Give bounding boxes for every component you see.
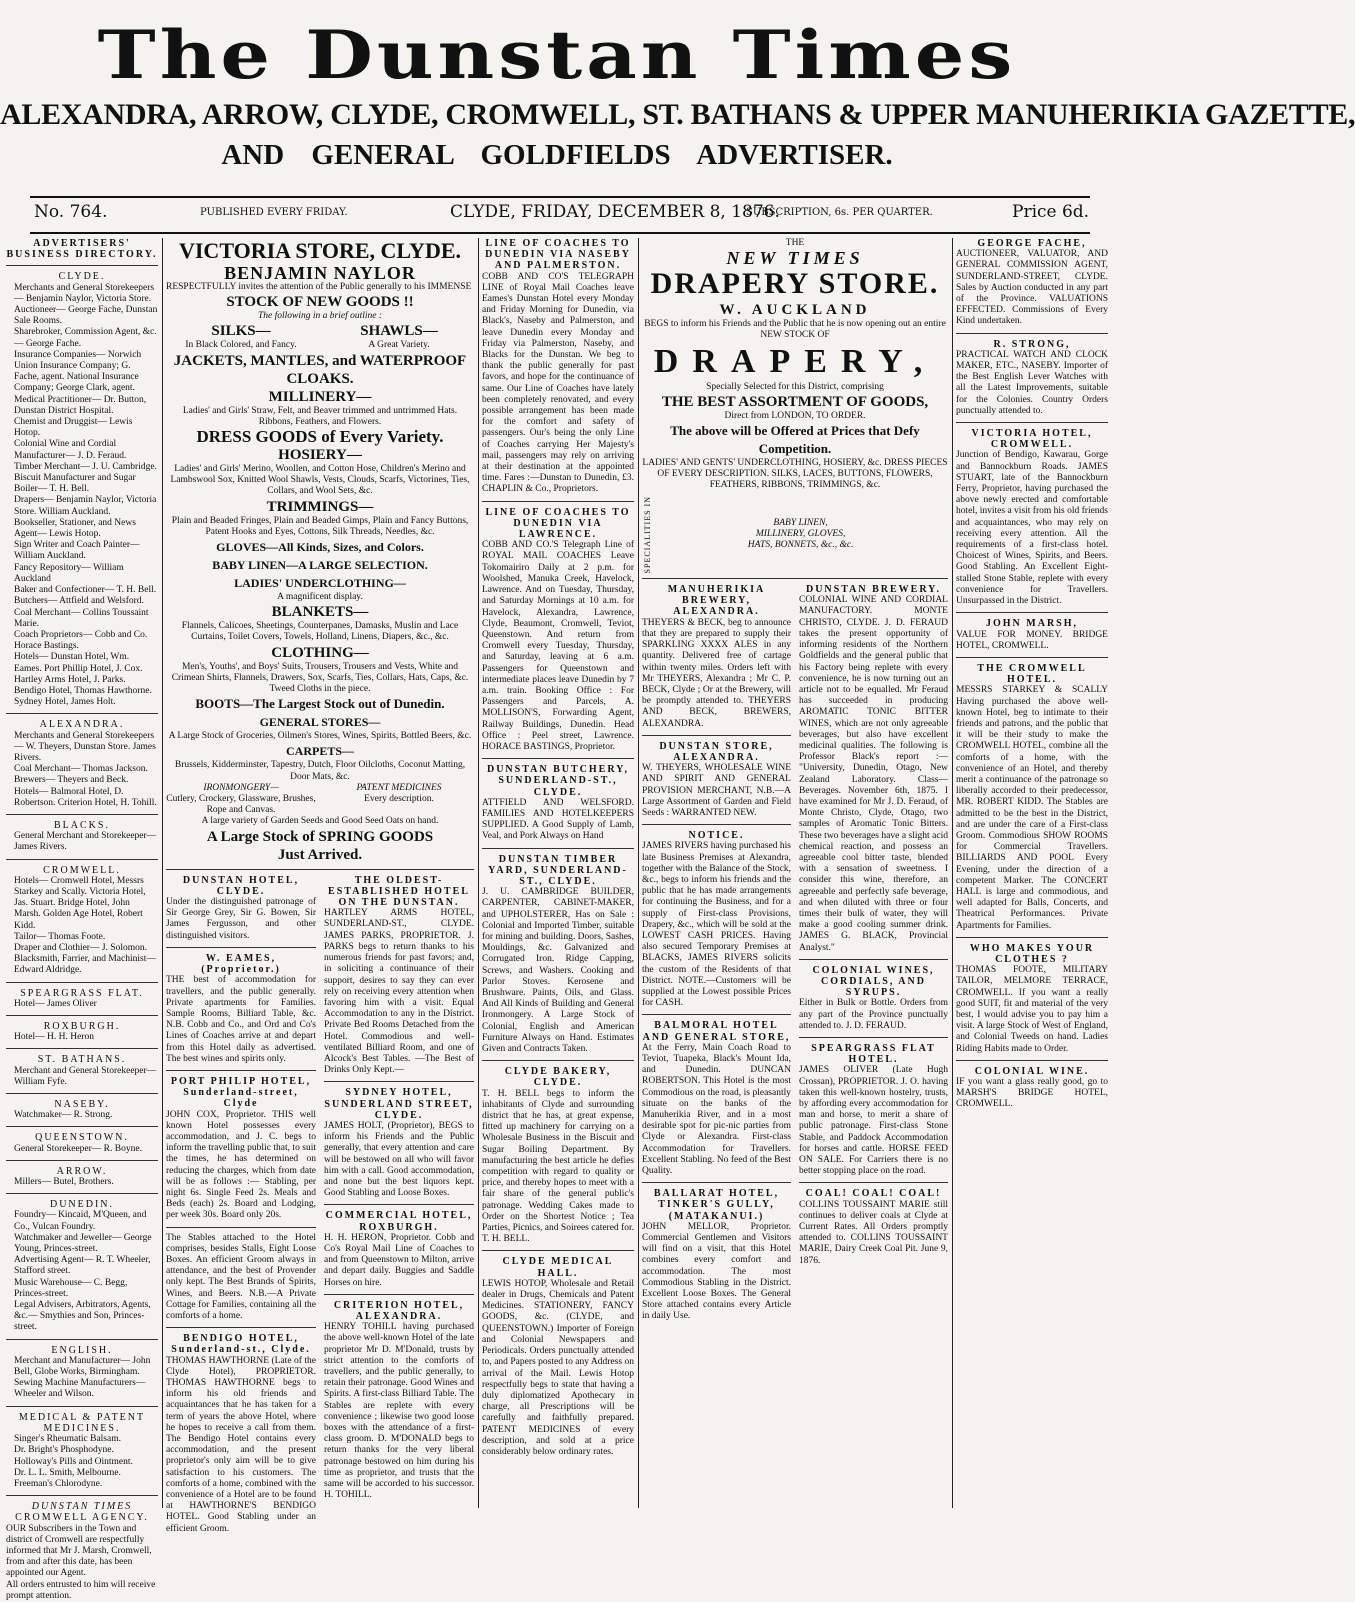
auckland-name: W. AUCKLAND — [719, 302, 871, 319]
advertisement-body: AUCTIONEER, VALUATOR, AND GENERAL COMMISSION AGENT, SUNDERLAND-STREET, CLYDE. Sales by Auction conducted in any part of the Province. VALUATIONS EFFECTED. Commissions of Every Kind undertaken. — [956, 249, 1108, 327]
advertisement-heading: LINE OF COACHES TO DUNEDIN VIA NASEBY AND PALMERSTON. — [485, 238, 631, 272]
advertisement-body: At the Ferry, Main Coach Road to Teviot, Tuapeka, Black's Mount Ida, and Dunedin. DUNCAN ROBERTSON. This Hotel is the most Commodious on the road, is pleasantly situate on the banks of the Manuherikia River, and in a most desirable spot for pic-nic parties from Clyde or Alexandra. First-class Accommodation for Travellers. Excellent Stabling. No feed of the Best Quality. — [642, 1042, 791, 1177]
advertisement — [324, 1210, 474, 1294]
advertisement-body: JOHN COX, Proprietor. THIS well known Hotel possesses every accommodation, and J. C. begs to inform the travelling public that, to suit the times, he has determined on reducing the charges, which from date will be as follows :— Stabling, per night 6s. Single Feed 2s. Meals and Beds (each) 2s. Board and Lodging, per week 30s. Board only 20s. — [166, 1109, 316, 1221]
advertisement — [482, 854, 634, 1062]
advertisement — [166, 1333, 316, 1535]
directory-entry: Merchants and General Storekeepers— W. Theyers, Dunstan Store. James Rivers. — [14, 730, 156, 763]
directory-entry: Millers— Butel, Brothers. — [14, 1177, 114, 1188]
advertisement-body: COLLINS TOUSSAINT MARIE still continues to deliver coals at Clyde at Current Rates. All Orders promptly attended to. COLLINS TOUSSAINT MARIE, Dairy Creek Coal Pit. June 9, 1876. — [799, 1199, 948, 1266]
advertisement-heading: DUNSTAN BUTCHERY, SUNDERLAND-ST., CLYDE. — [486, 764, 629, 798]
blankets-heading: BLANKETS— — [271, 604, 369, 621]
agency-notice-2: All orders entrusted to him will receive prompt attention. — [6, 1579, 156, 1601]
advertisement-heading: THE OLDEST-ESTABLISHED HOTEL ON THE DUNSTAN. — [328, 874, 470, 909]
shawls-note: A Great Variety. — [368, 340, 430, 351]
ironmongery-heading: IRONMONGERY— — [203, 782, 279, 793]
direct-note: Direct from LONDON, TO ORDER. — [724, 410, 866, 421]
seeds-note: A large variety of Garden Seeds and Good Seed Oats on hand. — [201, 816, 439, 827]
directory-entry: Brewers— Theyers and Beck. — [14, 775, 129, 786]
advertisement-heading: BALMORAL HOTEL AND GENERAL STORE, — [642, 1020, 791, 1043]
jackets-heading: JACKETS, MANTLES, and WATERPROOF CLOAKS. — [173, 352, 467, 387]
advertisement-heading: SYDNEY HOTEL, SUNDERLAND STREET, CLYDE. — [324, 1087, 474, 1121]
advertisement — [956, 238, 1108, 334]
millinery-heading: MILLINERY— — [268, 388, 372, 405]
ironmongery-note: Cutlery, Crockery, Glassware, Brushes, Rope and Canvas. — [166, 794, 316, 816]
town-heading: SPEARGRASS FLAT. — [20, 987, 144, 999]
directory-entry: Medical Practitioner— Dr. Button, Dunstan District Hospital. — [14, 394, 147, 416]
store-title: VICTORIA STORE, CLYDE. — [178, 238, 462, 263]
advertisement-heading: COMMERCIAL HOTEL, ROXBURGH. — [325, 1210, 473, 1233]
town-heading: DUNEDIN. — [49, 1199, 115, 1211]
directory-entry: Insurance Companies— Norwich Union Insurance Company; G. Fache, agent. National Insurance Company; George Clark, agent. — [14, 349, 142, 394]
baby-linen-heading: BABY LINEN—A LARGE SELECTION. — [212, 558, 428, 573]
issue-price: Price 6d. — [1012, 202, 1090, 222]
advertisement-body: LEWIS HOTOP, Wholesale and Retail dealer in Drugs, Chemicals and Patent Medicines. STATIONERY, FANCY GOODS, &c. (CLYDE, and QUEENSTOWN.) Importer of Foreign and Colonial Newspapers and Periodicals. Orders punctually attended to, and Papers posted to any Address on arrival of the Mail. Lewis Hotop respectfully begs to state that having a duly diplomatized Apothecary in charge, all Prescriptions will be carefully and faithfully prepared. PATENT MEDICINES of every description, and sold at a price considerably below ordinary rates. — [482, 1278, 634, 1457]
advertisement-body: JAMES HOLT, (Proprietor), BEGS to inform his Friends and the Public generally, that every attention and care will be bestowed on all who will favor him with a call. Good accommodation, and none but the best liquors kept. Good Stabling and Loose Boxes. — [324, 1120, 474, 1199]
directory-entry: Hotel— James Oliver — [14, 998, 97, 1009]
directory-entry: General Merchant and Storekeeper— James Rivers. — [14, 831, 157, 853]
advertisement-body: JOHN MELLOR, Proprietor. Commercial Gentlemen and Visitors will find on a visit, that this Hotel combines every comfort and accommodation. The most Commodious Stabling in the District. Excellent Loose Boxes. The General Store attached contains every Article in daily Use. — [642, 1221, 791, 1322]
directory-entry: Drapers— Benjamin Naylor, Victoria Store. William Auckland. — [14, 495, 157, 517]
spring-goods-heading: A Large Stock of SPRING GOODS — [206, 828, 434, 845]
agency-heading: DUNSTAN TIMES — [31, 1501, 133, 1513]
advertisement-heading: DUNSTAN BREWERY. — [805, 584, 941, 596]
directory-entry: Holloway's Pills and Ointment. — [14, 1456, 133, 1467]
advertisement-heading: DUNSTAN TIMBER YARD, SUNDERLAND-ST., CLYDE. — [488, 853, 628, 887]
directory-entry: Foundry— Kincaid, M'Queen, and Co., Vulcan Foundry. — [14, 1210, 147, 1232]
boots-heading: BOOTS—The Largest Stock out of Dunedin. — [195, 696, 445, 712]
advertisement — [956, 428, 1108, 613]
column-rule — [478, 238, 479, 1508]
column-rule — [638, 238, 639, 1508]
directory-entry: Timber Merchant— J. U. Cambridge. — [14, 461, 157, 472]
advertisement-heading: LINE OF COACHES TO DUNEDIN VIA LAWRENCE. — [485, 506, 631, 541]
advertisement — [799, 584, 948, 960]
shawls-heading: SHAWLS— — [360, 323, 438, 340]
town-heading: NASEBY. — [54, 1099, 110, 1111]
advertisement-heading: CRITERION HOTEL, ALEXANDRA. — [333, 1299, 465, 1322]
millinery-note: Ladies' and Girls' Straw, Felt, and Beaver trimmed and untrimmed Hats. Ribbons, Feathers, and Flowers. — [182, 405, 458, 427]
drapery-store-heading: DRAPERY STORE. — [650, 267, 940, 301]
outline-note: The following in a brief outline : — [257, 311, 383, 322]
directory-entry: Singer's Rheumatic Balsam. — [14, 1434, 121, 1445]
advertisement-body: THOMAS FOOTE, MILITARY TAILOR, MELMORE TERRACE, CROMWELL. If you want a really good SUIT, fit and material of the very best, I would advise you to pay him a visit. A large Stock of West of England, and Colonial Tweeds on hand. Ladies Riding Habits made to Order. — [956, 965, 1108, 1054]
column-directory — [6, 238, 158, 1601]
advertisement-body: VALUE FOR MONEY. BRIDGE HOTEL, CROMWELL. — [956, 629, 1108, 651]
advertisement — [166, 953, 316, 1071]
directory-entry: Biscuit Manufacturer and Sugar Boiler— T. H. Bell. — [14, 473, 136, 495]
advertisement — [956, 1066, 1108, 1111]
advertisement-heading: THE CROMWELL HOTEL. — [977, 662, 1087, 686]
drapery-heading: DRAPERY, — [653, 342, 937, 380]
directory-entry: Auctioneer— George Fache, Dunstan Sale Rooms. — [14, 305, 158, 327]
display-note: A magnificent display. — [277, 592, 363, 603]
advertisement-heading: CLYDE BAKERY, CLYDE. — [504, 1066, 612, 1089]
stock-heading: STOCK OF NEW GOODS !! — [226, 294, 414, 311]
advertisement-body: HARTLEY ARMS HOTEL, SUNDERLAND-ST., CLYDE. JAMES PARKS, PROPRIETOR. J. PARKS begs to return thanks to his numerous friends for past favors; and, in soliciting a continuance of their support, desires to say they can ever rely on receiving every attention when favoring him with a visit. Equal Accommodation to any in the District. Private Bed Rooms Detached from the Hotel. Commodious and well-ventilated Billiard Room, and one of Alcock's Best Tables. —The Best of Drinks Only Kept.— — [324, 908, 474, 1076]
directory-entry: Coach Proprietors— Cobb and Co. Horace Bastings. — [14, 629, 148, 652]
advertisement — [799, 965, 948, 1038]
advertisement — [799, 1043, 948, 1183]
advertisement-heading: WHO MAKES YOUR CLOTHES ? — [969, 942, 1095, 965]
advertisement — [642, 741, 791, 825]
advertisement-heading: PORT PHILIP HOTEL, Sunderland-street, Clyde — [170, 1075, 312, 1110]
clothing-note: Men's, Youths', and Boys' Suits, Trousers, Trousers and Vests, White and Crimean Shirts, Flannels, Drawers, Sox, Scarfs, Ties, Collars, Hats, Caps, &c. Tweed Cloths in the piece. — [171, 661, 469, 695]
issue-number: No. 764. — [34, 202, 108, 222]
advertisement — [799, 1188, 948, 1266]
directory-entry: Legal Advisers, Arbitrators, Agents, &c.— Smythies and Son, Princes-street. — [14, 1300, 151, 1333]
patent-medicines-note: Every description. — [364, 794, 434, 805]
column-rule — [952, 238, 953, 1508]
advertisement-heading: COAL! COAL! COAL! — [805, 1188, 942, 1200]
hosiery-note: Ladies' and Girls' Merino, Woollen, and Cotton Hose, Children's Merino and Lambswool Sox, Knitted Wool Shawls, Vests, Clouds, Scarfs, Victorines, Ties, Collars, and Wool Sets, &c. — [170, 464, 470, 497]
directory-entry: Dr. Bright's Phosphodyne. — [14, 1445, 114, 1456]
publish-frequency: PUBLISHED EVERY FRIDAY. — [200, 207, 348, 218]
advertisement-body: JAMES OLIVER (Late Hugh Crossan), PROPRIETOR. J. O. having taken this well-known hostelry, trusts, by affording every accommodation for man and horse, to merit a share of public patronage. First-class Stone Stable, and Paddock Accommodation for horses and cattle. HORSE FEED ON SALE. For Carriers there is no better stopping place on the road. — [799, 1065, 948, 1177]
general-stores-heading: GENERAL STORES— — [259, 715, 381, 730]
trimmings-heading: TRIMMINGS— — [266, 498, 374, 515]
advertisement-heading: W. EAMES, (Proprietor.) — [201, 952, 281, 976]
advertisement — [166, 875, 316, 948]
newspaper-title: The Dunstan Times — [97, 16, 1017, 95]
advertisement-body: MESSRS STARKEY & SCALLY Having purchased the above well-known Hotel, beg to intimate to their friends and patrons, and the public that it will be their study to make the CROMWELL HOTEL, combine all the comforts of a home, with the convenience of an Hotel, and thereby merit a continuance of the patronage so liberally accorded to their predecessor, MR. ROBERT KIDD. The Stables are admitted to be the best in the District, and are under the care of a First-class Groom. Commodious SHOW ROOMS for Commercial Travellers. BILLIARDS AND POOL Every Evening, under the direction of a competent Marker. The CONCERT HALL is large and commodious, and well adapted for Balls, Concerts, and Theatrical Performances. Private Apartments for Families. — [956, 685, 1108, 931]
directory-entry: Coal Merchant— Collins Toussaint Marie. — [14, 607, 149, 629]
goods-list: LADIES' AND GENTS' UNDERCLOTHING, HOSIERY, &c. DRESS PIECES OF EVERY DESCRIPTION. SILKS, LACES, BUTTONS, FLOWERS, FEATHERS, RIBBONS, TRIMMINGS, &c. — [642, 458, 948, 491]
prices-heading: The above will be Offered at Prices that Defy Competition. — [670, 423, 920, 457]
gloves-heading: GLOVES—All Kinds, Sizes, and Colors. — [216, 540, 424, 555]
town-heading: ST. BATHANS. — [37, 1054, 127, 1066]
directory-entry: Hotels— Dunstan Hotel, Wm. Eames. Port Phillip Hotel, J. Cox. Hartley Arms Hotel, J. Parks. Bendigo Hotel, Thomas Hawthorne. Sydney Hotel, James Holt. — [14, 652, 152, 708]
directory-entry: General Storekeeper— R. Boyne. — [14, 1143, 142, 1154]
auckland-intro: BEGS to inform his Friends and the Public that he is now opening out an entire — [644, 319, 946, 330]
hosiery-heading: HOSIERY— — [278, 447, 362, 464]
directory-entry: Chemist and Druggist— Lewis Hotop. — [14, 417, 133, 439]
directory-entry: Advertising Agent— R. T. Wheeler, Stafford street. — [14, 1255, 151, 1277]
advertisement-body: THE best of accommodation for travellers, and the public generally. Private apartments for Families. Sample Rooms, Billiard Table, &c. N.B. Cobb and Co., and Ord and Co's Lines of Coaches arrive at and depart from this Hotel daily as advertised. The best wines and spirits only. — [166, 975, 316, 1064]
issue-info-bar — [30, 196, 1090, 234]
directory-entry: Coal Merchant— Thomas Jackson. — [14, 764, 148, 775]
section-heading: MEDICAL & PATENT MEDICINES. — [18, 1411, 146, 1434]
town-heading: ARROW. — [56, 1165, 108, 1177]
advertisement — [482, 1066, 634, 1251]
town-heading: ROXBURGH. — [43, 1021, 121, 1032]
directory-entry: Sewing Machine Manufacturers— Wheeler and Wilson. — [14, 1378, 146, 1400]
advertisement — [482, 238, 634, 502]
advertisement — [956, 663, 1108, 938]
directory-entry: Music Warehouse— C. Begg, Princes-street. — [14, 1277, 128, 1299]
advertisement-body: COBB AND CO'S TELEGRAPH LINE of Royal Mail Coaches leave Eames's Dunstan Hotel every Monday and Friday Morning for Dunedin, via Black's, Naseby and Palmerston, and leave Dunedin every Monday and Friday via Palmerston, Naseby, and Blacks for the Dunstan. We beg to thank the public generally for past favors, and hope for the continuance of same. Our Line of Coaches have lately been completely renovated, and every possible arrangement has been made for the comfort and safety of passengers. Our's being the only Line of Coaches carrying Her Majesty's mail, passengers may rely on arriving at their destination at the appointed time. Fares :—Dunstan to Dunedin, £3. CHAPLIN & Co., Proprietors. — [482, 271, 634, 495]
advertisement-heading: BENDIGO HOTEL, Sunderland-st., Clyde. — [171, 1333, 311, 1356]
advertisement — [166, 1233, 316, 1329]
directory-entry: Sharebroker, Commission Agent, &c.— George Fache. — [14, 327, 157, 349]
directory-entry: Freeman's Chlorodyne. — [14, 1478, 103, 1489]
advertisement-heading: JOHN MARSH, — [986, 618, 1078, 630]
advertisement-body: J. U. CAMBRIDGE BUILDER, CARPENTER, CABINET-MAKER, and UPHOLSTERER, Has on Sale : Colonial and Imported Timber, suitable for mining and building. Doors, Sashes, Mouldings, &c. Galvanized and Corrugated Iron. Ridge Capping, Screws, and Washers. Cooking and Parlor Stoves. Kerosene and Brushware. Paints, Oils, and Glass. And All Kinds of Building and General Ironmongery. A Large Stock of Colonial, English and American Furniture Always on Hand. Estimates Given and Contracts Taken. — [482, 887, 634, 1055]
advertisement-heading: DUNSTAN HOTEL, CLYDE. — [182, 874, 300, 897]
directory-heading: ADVERTISERS' BUSINESS DIRECTORY. — [6, 238, 158, 261]
directory-entry: Watchmaker and Jeweller— George Young, Princes-street. — [14, 1232, 152, 1255]
town-heading: ENGLISH. — [51, 1344, 113, 1356]
directory-entry: Hotels— Balmoral Hotel, D. Robertson. Criterion Hotel, H. Tohill. — [14, 786, 157, 808]
advertisement-heading: COLONIAL WINES, CORDIALS, AND SYRUPS. — [812, 964, 935, 999]
directory-entry: Watchmaker— R. Strong. — [14, 1110, 113, 1121]
advertisement — [642, 1020, 791, 1183]
directory-entry: Merchant and General Storekeeper— William Fyfe. — [14, 1065, 157, 1087]
spring-goods-subheading: Just Arrived. — [277, 846, 363, 863]
directory-entry: Merchant and Manufacturer— John Bell, Globe Works, Birmingham. — [14, 1355, 151, 1378]
column-cromwell — [956, 238, 1108, 1508]
town-heading: CLYDE. — [58, 271, 106, 283]
advertisement-body: ATTFIELD AND WELSFORD. FAMILIES AND HOTELKEEPERS SUPPLIED. A Good Supply of Lamb, Veal, and Pork Always on Hand — [482, 797, 634, 842]
clothing-heading: CLOTHING— — [271, 644, 369, 661]
masthead — [0, 0, 1355, 200]
specialities-label: SPECIALITIES IN — [643, 495, 652, 574]
directory-entry: Blacksmith, Farrier, and Machinist— Edward Aldridge. — [14, 954, 156, 976]
town-heading: BLACKS. — [54, 819, 110, 831]
advertisement — [956, 618, 1108, 658]
general-stores-note: A Large Stock of Groceries, Oilmen's Stores, Wines, Spirits, Bottled Beers, &c. — [168, 731, 472, 742]
store-intro: RESPECTFULLY invites the attention of the Public generally to his IMMENSE — [166, 282, 472, 292]
subscription-price: SUBSCRIPTION, 6s. PER QUARTER. — [746, 207, 933, 218]
advertisement-body: IF you want a glass really good, go to MARSH'S BRIDGE HOTEL, CROMWELL. — [956, 1077, 1108, 1110]
dress-goods-heading: DRESS GOODS of Every Variety. — [196, 427, 444, 447]
underclothing-heading: LADIES' UNDERCLOTHING— — [234, 576, 406, 591]
town-heading: ALEXANDRA. — [39, 719, 125, 731]
advertisement — [956, 943, 1108, 1061]
columns — [6, 238, 1108, 1601]
advertisement-heading: COLONIAL WINE. — [974, 1065, 1090, 1077]
advertisement-heading: MANUHERIKIA BREWERY, ALEXANDRA. — [667, 584, 766, 618]
advertisement-body: Under the distinguished patronage of Sir George Grey, Sir G. Bowen, Sir James Fergusson, and other distinguished visitors. — [166, 897, 316, 941]
agency-heading-2: CROMWELL AGENCY. — [15, 1512, 149, 1524]
directory-entry: Hotels— Cromwell Hotel, Messrs Starkey and Scally. Victoria Hotel, Jas. Stuart. Bridge Hotel, John Marsh. Golden Age Hotel, Robert Kidd. — [14, 875, 146, 931]
speciality-item: MILLINERY, GLOVES, — [755, 528, 846, 539]
directory-entry: Baker and Confectioner— T. H. Bell. — [14, 585, 157, 596]
advertisement-heading: DUNSTAN STORE, ALEXANDRA. — [659, 740, 774, 763]
advertisement-heading: VICTORIA HOTEL, CROMWELL. — [971, 428, 1093, 451]
advertisement-body: HENRY TOHILL having purchased the above well-known Hotel of the late proprietor Mr D. M'Donald, trusts by strict attention to the comforts of travellers, and the public generally, to retain their patronage. Good Wines and Spirits. A first-class Billiard Table. The Stables are replete with every convenience ; likewise two good loose boxes with the attendance of a first-class groom. D. M'DONALD begs to return thanks for the very liberal patronage bestowed on him during his time as proprietor, and trusts that the same will be accorded to his successor. H. TOHILL. — [324, 1322, 474, 1501]
advertisement — [324, 1087, 474, 1205]
proprietor-name: BENJAMIN NAYLOR — [224, 263, 416, 283]
advertisement — [642, 1188, 791, 1322]
advertisement — [956, 339, 1108, 423]
patent-medicines-heading: PATENT MEDICINES — [356, 782, 442, 793]
column-new-times-drapery — [642, 238, 948, 1508]
advertisement-body: Junction of Bendigo, Kawarau, Gorge and Bannockburn Roads. JAMES STUART, late of the Bannockburn Ferry, Proprietor, having purchased the above newly erected and comfortable hotel, invites a visit from his old friends and acquaintances, who may rely on receiving every attention. All the requirements of a first-class hotel. Choicest of Wines, Spirits, and Beers. Good Stabling. An Excellent Eight-stalled Stone Stable, replete with every convenience for Travellers. Unsurpassed in the District. — [956, 450, 1108, 607]
silks-note: In Black Colored, and Fancy. — [185, 340, 297, 351]
advertisement — [166, 1076, 316, 1228]
advertisement-heading: BALLARAT HOTEL, TINKER'S GULLY, (MATAKANUI.) — [653, 1188, 780, 1222]
new-stock-note: NEW STOCK OF — [760, 330, 830, 341]
advertisement — [482, 764, 634, 848]
column-rule — [162, 238, 163, 1508]
advertisement — [482, 1256, 634, 1458]
directory-entry: Colonial Wine and Cordial Manufacturer— J. D. Feraud. — [14, 439, 127, 461]
silks-heading: SILKS— — [211, 323, 271, 340]
selected-note: Specially Selected for this District, comprising — [706, 381, 884, 392]
advertisement-body: THEYERS & BECK, beg to announce that they are prepared to supply their SPARKLING XXXX ALES in any quantity. Delivered free of cartage within twenty miles. Orders left with Mr THEYERS, Alexandra ; Mr C. P. BECK, Clyde ; Or at the Brewery, will be promptly attended to. THEYERS AND BECK, BREWERS, ALEXANDRA. — [642, 617, 791, 729]
advertisement — [642, 584, 791, 736]
directory-entry: Merchants and General Storekeepers— Benjamin Naylor, Victoria Store. — [14, 282, 155, 304]
dateline: CLYDE, FRIDAY, DECEMBER 8, 1876. — [450, 202, 780, 222]
carpets-heading: CARPETS— — [285, 744, 354, 759]
directory-entry: Dr. L. L. Smith, Melbourne. — [14, 1467, 121, 1478]
advertisement-body: JAMES RIVERS having purchased his late Business Premises at Alexandra, together with the Balance of the Stock, &c., begs to inform his friends and the public that he has made arrangements for continuing the Business, and for a supply of First-class Provisions, Drapery, &c., which will be sold at the LOWEST CASH PRICES. Having also secured Temporary Premises at BLACKS, JAMES RIVERS solicits the custom of the Residents of that District. NOTE.—Customers will be supplied at the Lowest possible Prices for CASH. — [642, 841, 791, 1009]
advertisement — [482, 507, 634, 759]
directory-entry: Sign Writer and Coach Painter— William Auckland. — [14, 540, 140, 562]
advertisement-heading: SPEARGRASS FLAT HOTEL. — [811, 1043, 936, 1066]
column-victoria-store — [166, 238, 474, 1534]
new-times-heading: NEW TIMES — [726, 248, 864, 269]
advertisement-heading: GEORGE FACHE, — [977, 238, 1087, 249]
advertisement-body: The Stables attached to the Hotel comprises, besides Stalls, Eight Loose Boxes. An efficient Groom always in attendance, and the best of Provender only kept. The Best Brands of Spirits, Wines, and Beers. N.B.—A Private Cottage for Families, containing all the comforts of a home. — [166, 1232, 316, 1321]
advertisement — [642, 830, 791, 1015]
advertisement-body: PRACTICAL WATCH AND CLOCK MAKER, ETC., NASEBY. Importer of the Best English Lever Watches with all the Latest Improvements, suitable for the Colonies. Country Orders punctually attended to. — [956, 349, 1108, 416]
best-assortment-heading: THE BEST ASSORTMENT OF GOODS, — [661, 393, 929, 410]
advertisement-body: COBB AND CO.'S Telegraph Line of ROYAL MAIL COACHES Leave Tokomairiro Daily at 2 p.m. for Woolshed, Manuka Creek, Havelock, Lawrence. And on Tuesday, Thursday, and Saturday Mornings at 10 a.m. for Havelock, Alexandra, Lawrence, Clyde, Beaumont, Cromwell, Teviot, Queenstown. And return from Cromwell every Tuesday, Thursday, and Saturday, leaving at 6 a.m. Passengers for Queenstown and intermediate places leave Dunedin by 7 a.m. train. Booking Office : For Passengers and Parcels, A. MOLLISON'S, Forwarding Agent, Railway Buildings, Dunedin. Head Office : Peel street, Lawrence. HORACE BASTINGS, Proprietor. — [482, 540, 634, 752]
speciality-item: BABY LINEN, — [773, 517, 828, 528]
directory-entry: Butchers— Attfield and Welsford. — [14, 596, 144, 607]
carpets-note: Brussels, Kidderminster, Tapestry, Dutch, Floor Oilcloths, Coconut Matting, Door Mats, &c. — [174, 760, 466, 782]
advertisement-body: H. H. HERON, Proprietor. Cobb and Co's Royal Mail Line of Coaches to and from Queenstown to Milton, arrive and depart daily. Buggies and Saddle Horses on hire. — [324, 1232, 474, 1288]
advertisement-body: COLONIAL WINE AND CORDIAL MANUFACTORY. MONTE CHRISTO, CLYDE. J. D. FERAUD takes the present opportunity of informing residents of the Northern Goldfields and the general public that his Factory being replete with every convenience, he is now turning out an article not to be equalled. Mr Feraud has succeeded in producing AROMATIC TONIC BITTER WINES, which are not only agreeable beverages, but also have excellent medicinal qualities. The following is Professor Black's report :— "University, Dunedin, Otago, New Zealand Laboratory. Class—Beverages. November 6th, 1875. I have examined for Mr J. D. Feraud, of Monte Christo, Clyde, Otago, two samples of Aromatic Tonic Bitters. These two beverages have a slight acid chemical reaction, and possess an agreeable cool bitter taste, blended with a sensation of sweetness. I consider this wine, therefore, an agreeable and perfectly safe beverage, and when diluted with three or four times their bulk of water, they will make a good cooling summer drink. JAMES G. BLACK, Provincial Analyst." — [799, 595, 948, 953]
subtitle-gazette: ALEXANDRA, ARROW, CLYDE, CROMWELL, ST. BATHANS & UPPER MANUHERIKIA GAZETTE, — [0, 98, 1355, 131]
subtitle-advertiser: AND GENERAL GOLDFIELDS ADVERTISER. — [221, 139, 893, 171]
town-heading: QUEENSTOWN. — [35, 1132, 129, 1144]
agency-notice: OUR Subscribers in the Town and district of Cromwell are respectfully informed that Mr J. Marsh, Cromwell, from and after this date, has been appointed our Agent. — [6, 1523, 152, 1579]
blankets-note: Flannels, Calicoes, Sheetings, Counterpanes, Damasks, Muslin and Lace Curtains, Toilet Covers, Towels, Holland, Linens, Diapers, &c., &c. — [181, 621, 459, 643]
directory-entry: Bookseller, Stationer, and News Agent— Lewis Hotop. — [14, 517, 136, 540]
advertisement-body: T. H. BELL begs to inform the inhabitants of Clyde and surrounding district that he has, at great expense, fitted up machinery for carrying on a Wholesale Business in the Biscuit and Sugar Boiling Department. By manufacturing the best article he defies competition with regard to quality or price, and thereby hopes to meet with a fair share of the general public's patronage. Wedding Cakes made to Order on the Shortest Notice ; Tea Parties, Picnics, and Soirees catered for. T. H. BELL. — [482, 1088, 634, 1245]
town-heading: CROMWELL. — [43, 864, 121, 876]
advertisement-body: W. THEYERS, WHOLESALE WINE AND SPIRIT AND GENERAL PROVISION MERCHANT, N.B.—A Large Assortment of Garden and Field Seeds : WARRANTED NEW. — [642, 763, 791, 818]
advertisement-body: Either in Bulk or Bottle. Orders from any part of the Province punctually attended to. J. D. FERAUD. — [799, 998, 948, 1031]
advertisement — [324, 875, 474, 1083]
column-coaches — [482, 238, 634, 1508]
directory-entry: Draper and Clothier— J. Solomon. — [14, 942, 147, 953]
advertisement-heading: NOTICE. — [688, 830, 745, 842]
trimmings-note: Plain and Beaded Fringes, Plain and Beaded Gimps, Plain and Fancy Buttons, Patent Hooks and Eyes, Cottons, Silk Threads, Needles, &c. — [171, 515, 469, 537]
directory-entry: Hotel— H. H. Heron — [14, 1032, 94, 1043]
advertisement-body: THOMAS HAWTHORNE (Late of the Clyde Hotel), PROPRIETOR. THOMAS HAWTHORNE begs to inform his old friends and acquaintances that he has taken for a term of years the above Hotel, where he hopes to receive a call from them. The Bendigo Hotel contains every accommodation, and the present proprietor's only aim will be to give satisfaction to his customers. The comforts of a home, combined with the convenience of a Hotel are to be found at HAWTHORNE'S BENDIGO HOTEL. Good Stabling under an efficient Groom. — [166, 1355, 316, 1534]
advertisement-heading: CLYDE MEDICAL HALL. — [502, 1256, 614, 1279]
speciality-item: HATS, BONNETS, &c., &c. — [747, 539, 854, 550]
advertisement-heading: R. STRONG, — [993, 338, 1071, 350]
ad-the: THE — [785, 238, 805, 248]
advertisement — [324, 1300, 474, 1502]
directory-entry: Tailor— Thomas Foote. — [14, 931, 106, 942]
directory-entry: Fancy Repository— William Auckland — [14, 562, 124, 584]
